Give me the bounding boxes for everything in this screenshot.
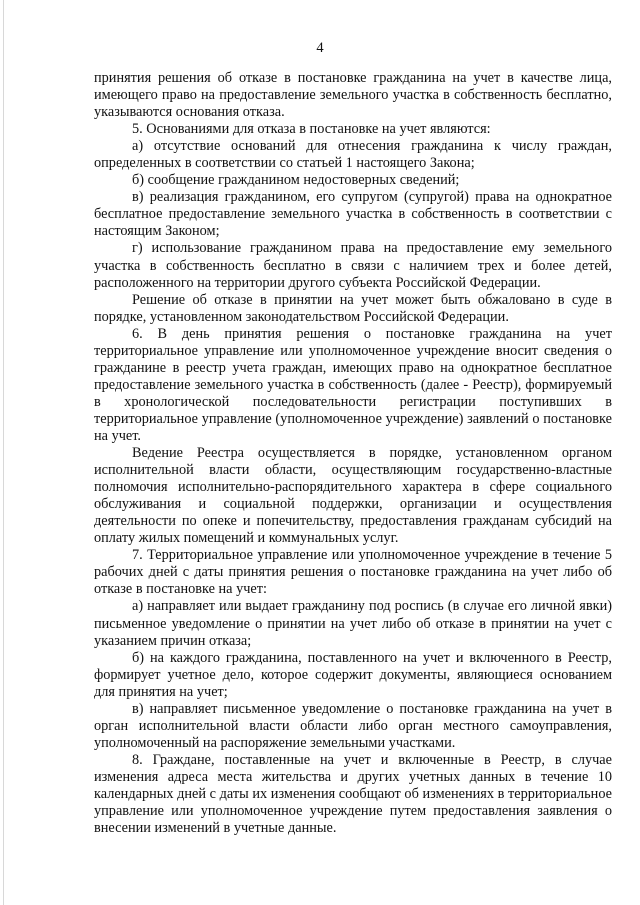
document-body [94,70,612,837]
paragraph-continuation: принятия решения об отказе в постановке гражданина на учет в качестве лица, имеющего право на предоставление земельного участка в собственность бесплатно, указываются основания отказа. [94,70,612,121]
page-number: 4 [316,40,324,56]
paragraph-clause-5b: б) сообщение гражданином недостоверных сведений; [132,172,460,189]
paragraph-clause-5a: а) отсутствие оснований для отнесения гражданина к числу граждан, определенных в соответствии со статьей 1 настоящего Закона; [94,138,612,172]
paragraph-clause-7b: б) на каждого гражданина, поставленного на учет и включенного в Реестр, формирует учетное дело, которое содержит документы, являющиеся основанием для принятия на учет; [94,649,612,700]
paragraph-clause-6: 6. В день принятия решения о постановке гражданина на учет территориальное управление или уполномоченное учреждение вносит сведения о гражданине в реестр учета граждан, имеющих право на однократное бесплатное предоставление земельного участка в собственность (далее - Реестр), формируемый в хронологической последовательности регистрации поступивших в территориальное управление (уполномоченное учреждение) заявлений о постановке на учет. [94,325,612,444]
paragraph-clause-7a: а) направляет или выдает гражданину под роспись (в случае его личной явки) письменное уведомление о принятии на учет либо об отказе в принятии на учет с указанием причин отказа; [94,598,612,649]
paragraph-appeal: Решение об отказе в принятии на учет может быть обжаловано в суде в порядке, установленном законодательством Российской Федерации. [94,291,612,325]
paragraph-clause-5g: г) использование гражданином права на предоставление ему земельного участка в собственность бесплатно в связи с наличием трех и более детей, расположенного на территории другого субъекта Российской Федерации. [94,240,612,291]
paragraph-clause-7: 7. Территориальное управление или уполномоченное учреждение в течение 5 рабочих дней с даты принятия решения о постановке гражданина на учет либо об отказе в постановке на учет: [94,547,612,598]
paragraph-clause-7v: в) направляет письменное уведомление о постановке гражданина на учет в орган исполнительной власти области либо орган местного самоуправления, уполномоченный на распоряжение земельными участками. [94,700,612,751]
page-edge-line [3,0,4,905]
paragraph-clause-5: 5. Основаниями для отказа в постановке на учет являются: [132,121,491,138]
paragraph-clause-5v: в) реализация гражданином, его супругом (супругой) права на однократное бесплатное предоставление земельного участка в собственность в соответствии с настоящим Законом; [94,189,612,240]
paragraph-registry-maintenance: Ведение Реестра осуществляется в порядке, установленном органом исполнительной власти области, осуществляющим государственно-властные полномочия исполнительно-распорядительного характера в сфере социального обслуживания и социальной поддержки, организации и осуществления деятельности по опеке и попечительству, предоставления гражданам субсидий на оплату жилых помещений и коммунальных услуг. [94,445,612,547]
paragraph-clause-8: 8. Граждане, поставленные на учет и включенные в Реестр, в случае изменения адреса места жительства и других учетных данных в течение 10 календарных дней с даты их изменения сообщают об изменениях в территориальное управление или уполномоченное учреждение путем предоставления заявления о внесении изменений в учетные данные. [94,751,612,837]
